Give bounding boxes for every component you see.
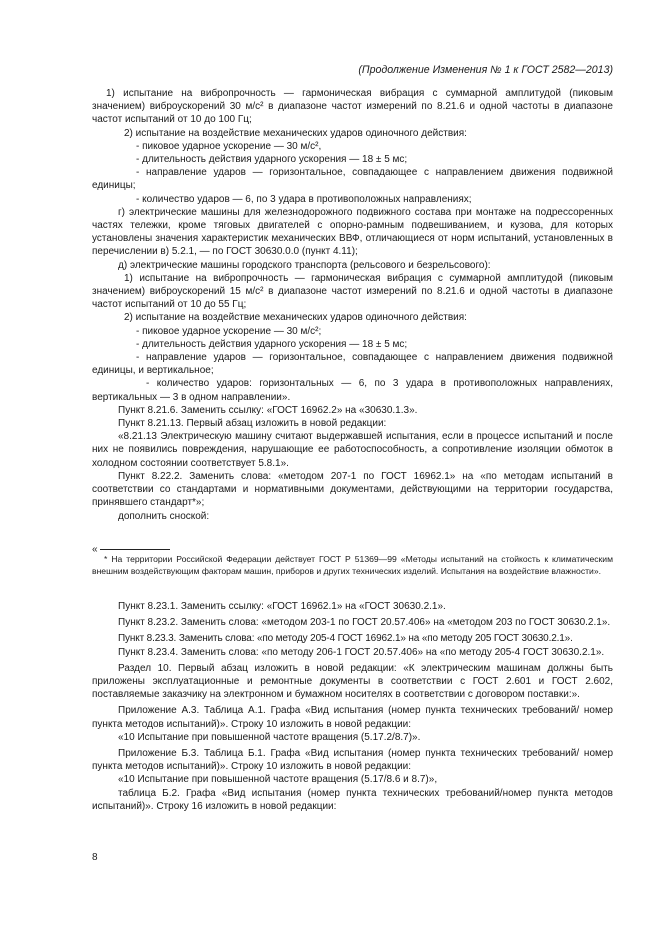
list-item: - длительность действия ударного ускорения — 18 ± 5 мс; [136, 338, 408, 350]
paragraph: «10 Испытание при повышенной частоте вращения (5.17/8.6 и 8.7)», [118, 774, 438, 786]
paragraph: Пункт 8.22.2. Заменить слова: «методом 207-1 по ГОСТ 16962.1» на «по методам испытаний в соответствии со стандартами и нормативными документами, действующими на территории государства, принявшего стандарт*»; [92, 470, 613, 509]
paragraph: д) электрические машины городского транспорта (рельсового и безрельсового): [118, 259, 491, 271]
paragraph: 1) испытание на вибропрочность — гармоническая вибрация с суммарной амплитудой (пиковым значением) виброускорений 15 м/с² в диапазоне частот измерений по 8.21.6 и одной частоты в диапазоне частот испытаний от 10 до 55 Гц; [92, 272, 613, 311]
footnote [92, 553, 613, 577]
paragraph: Пункт 8.23.4. Заменить слова: «по методу 206-1 ГОСТ 20.57.406» на «по методу 205-4 ГОСТ 30630.2.1». [118, 646, 605, 658]
list-item: - направление ударов — горизонтальное, совпадающее с направлением движения подвижной единицы; [92, 167, 613, 192]
list-item: - количество ударов: горизонтальных — 6, по 3 удара в противоположных направлениях, вертикальных — 3 в одном направлении». [92, 378, 613, 403]
list-item: - пиковое ударное ускорение — 30 м/с²; [136, 325, 322, 337]
paragraph: г) электрические машины для железнодорожного подвижного состава при монтаже на подрессоренных частях тележки, кроме тяговых двигателей с опорно-рамным подвешиванием, и кузова, для которых установлены значения характеристик механических ВВФ, отличающиеся от норм испытаний, установленных в перечислении в) 5.2.1, — по ГОСТ 30630.0.0 (пункт 4.11); [92, 206, 613, 258]
page-header: (Продолжение Изменения № 1 к ГОСТ 2582—2013) [358, 64, 613, 76]
footnote-quote-mark: « [92, 544, 98, 555]
paragraph: 1) испытание на вибропрочность — гармоническая вибрация с суммарной амплитудой (пиковым значением) виброускорений 30 м/с² в диапазоне частот измерений по 8.21.6 и одной частоты в диапазоне частот испытаний от 10 до 100 Гц; [92, 88, 613, 126]
paragraph: Пункт 8.23.3. Заменить слова: «по методу 205-4 ГОСТ 16962.1» на «по методу 205 ГОСТ 30630.2.1». [118, 633, 573, 645]
paragraph: Приложение А.3. Таблица А.1. Графа «Вид испытания (номер пункта технических требований/ номер пункта методов испытаний)». Строку 10 изложить в новой редакции: [92, 705, 613, 730]
list-item: - количество ударов — 6, по 3 удара в противоположных направлениях; [136, 193, 472, 205]
paragraph: Раздел 10. Первый абзац изложить в новой редакции: «К электрическим машинам должны быть приложены эксплуатационные и ремонтные документы в соответствии с ГОСТ 2.601 и ГОСТ 2.602, поставляемые заказчику на электронном и бумажном носителях в соответствии с договором поставки:». [92, 662, 613, 701]
paragraph: 2) испытание на воздействие механических ударов одиночного действия: [124, 312, 467, 324]
paragraph: «10 Испытание при повышенной частоте вращения (5.17.2/8.7)». [118, 731, 421, 743]
paragraph: Пункт 8.21.13. Первый абзац изложить в новой редакции: [118, 418, 387, 430]
paragraph: Пункт 8.23.2. Заменить слова: «методом 203-1 по ГОСТ 20.57.406» на «методом 203 по ГОСТ 30630.2.1». [118, 617, 611, 629]
paragraph: 2) испытание на воздействие механических ударов одиночного действия: [124, 127, 467, 139]
footnote-rule [100, 549, 170, 550]
paragraph: Приложение Б.3. Таблица Б.1. Графа «Вид испытания (номер пункта технических требований/ номер пункта методов испытаний)». Строку 10 изложить в новой редакции: [92, 748, 613, 773]
list-item: - пиковое ударное ускорение — 30 м/с², [136, 140, 322, 152]
paragraph: «8.21.13 Электрическую машину считают выдержавшей испытания, если в процессе испытаний и после них не появились повреждения, нарушающие ее работоспособность, а сопротивление изоляции обмоток в холодном состоянии соответствует 5.8.1». [92, 431, 613, 469]
main-text [92, 87, 613, 523]
list-item: - длительность действия ударного ускорения — 18 ± 5 мс; [136, 154, 408, 166]
footnote-text: * На территории Российской Федерации действует ГОСТ Р 51369—99 «Методы испытаний на стойкость к климатическим внешним воздействующим факторам машин, приборов и других технических изделий. Испытания на воздействие влажности». [92, 554, 613, 576]
paragraph: дополнить сноской: [118, 510, 210, 522]
paragraph: Пункт 8.23.1. Заменить ссылку: «ГОСТ 16962.1» на «ГОСТ 30630.2.1». [118, 601, 446, 612]
paragraph: Пункт 8.21.6. Заменить ссылку: «ГОСТ 16962.2» на «30630.1.3». [118, 404, 418, 416]
paragraph: таблица Б.2. Графа «Вид испытания (номер пункта технических требований/номер пункта методов испытаний)». Строку 16 изложить в новой редакции: [92, 787, 613, 812]
page-number: 8 [92, 852, 98, 863]
list-item: - направление ударов — горизонтальное, совпадающее с направлением движения подвижной единицы, и вертикальное; [92, 352, 613, 377]
main-text-continued [92, 600, 613, 813]
